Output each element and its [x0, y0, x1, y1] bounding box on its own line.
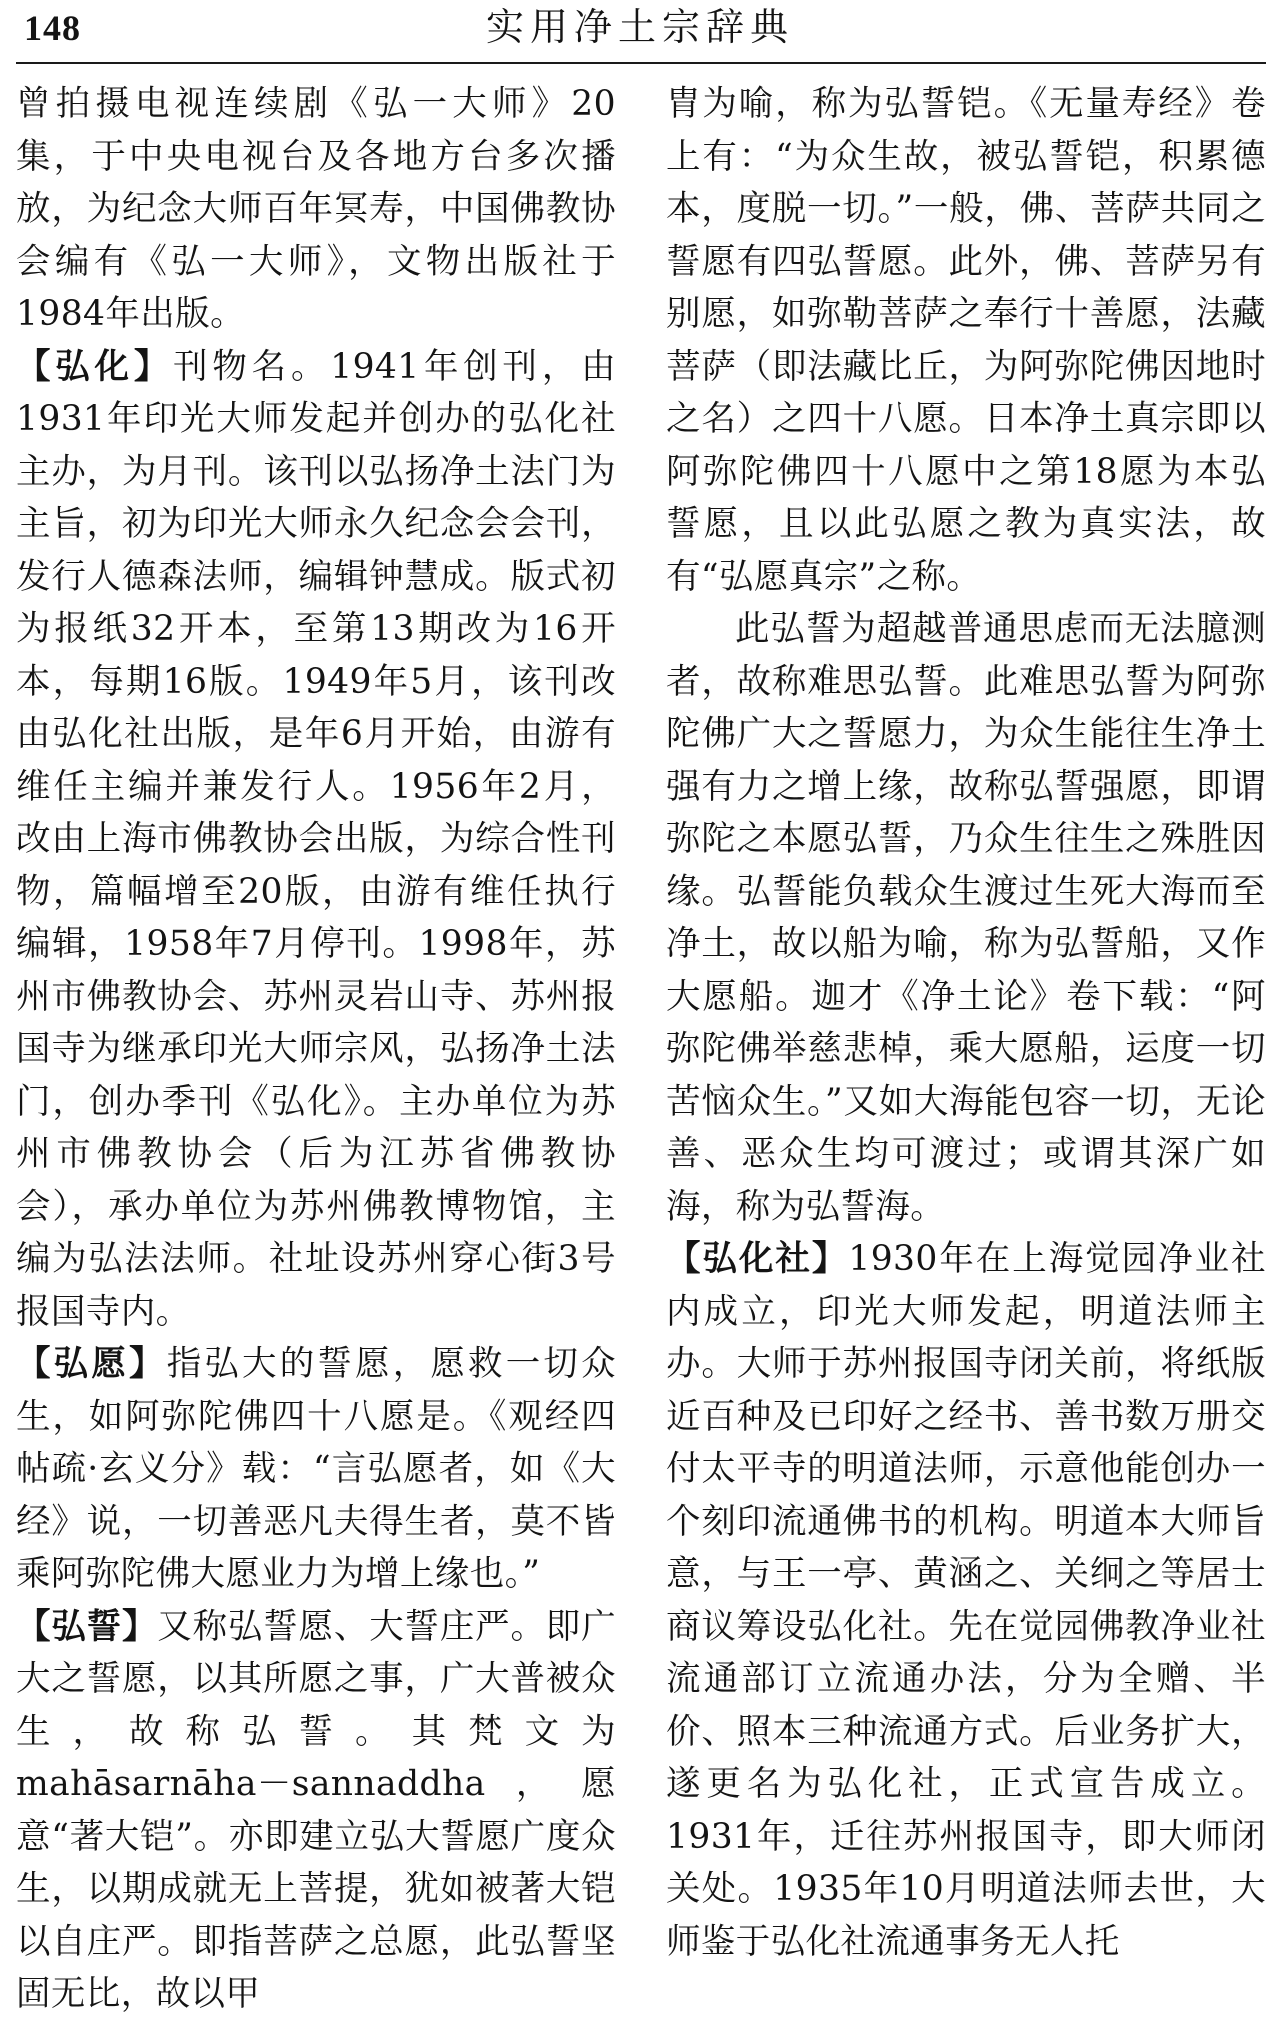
header-rule: [16, 62, 1266, 64]
indented-paragraph: 此弘誓为超越普通思虑而无法臆测者，故称难思弘誓。此难思弘誓为阿弥陀佛广大之誓愿力，为众生能往生净土强有力之增上缘，故称弘誓强愿，即谓弥陀之本愿弘誓，乃众生往生之殊胜因缘。弘誓能负载众生渡过生死大海而至净土，故以船为喻，称为弘誓船，又作大愿船。迦才《净土论》卷下载：“阿弥陀佛举慈悲棹，乘大愿船，运度一切苦恼众生。”又如大海能包容一切，无论善、恶众生均可渡过；或谓其深广如海，称为弘誓海。: [666, 609, 1266, 1227]
left-column: [16, 78, 616, 2021]
right-column: [666, 78, 1266, 1968]
entry-hong-yuan: [16, 1338, 616, 1601]
running-title: 实用净土宗辞典: [485, 5, 794, 49]
entry-headword: 【弘化】: [16, 346, 174, 387]
entry-definition: 刊物名。1941年创刊，由1931年印光大师发起并创办的弘化社主办，为月刊。该刊以弘扬净土法门为主旨，初为印光大师永久纪念会会刊，发行人德森法师，编辑钟慧成。版式初为报纸32开本，至第13期改为16开本，每期16版。1949年5月，该刊改由弘化社出版，是年6月开始，由游有维任主编并兼发行人。1956年2月，改由上海市佛教协会出版，为综合性刊物，篇幅增至20版，由游有维任执行编辑，1958年7月停刊。1998年，苏州市佛教协会、苏州灵岩山寺、苏州报国寺为继承印光大师宗风，弘扬净土法门，创办季刊《弘化》。主办单位为苏州市佛教协会（后为江苏省佛教协会），承办单位为苏州佛教博物馆，主编为弘法法师。社址设苏州穿心街3号报国寺内。: [16, 346, 616, 1332]
entry-hong-hua: [16, 341, 616, 1339]
entry-headword: 【弘愿】: [16, 1344, 167, 1384]
entry-headword: 【弘誓】: [16, 1606, 158, 1647]
entry-hong-hua-she: [666, 1233, 1266, 1968]
entry-hong-shi: [16, 1601, 616, 2021]
page-header: [0, 0, 1280, 78]
continued-paragraph: 胄为喻，称为弘誓铠。《无量寿经》卷上有：“为众生故，被弘誓铠，积累德本，度脱一切。”一般，佛、菩萨共同之誓愿有四弘誓愿。此外，佛、菩萨另有别愿，如弥勒菩萨之奉行十善愿，法藏菩萨（即法藏比丘，为阿弥陀佛因地时之名）之四十八愿。日本净土真宗即以阿弥陀佛四十八愿中之第18愿为本弘誓愿，且以此弘愿之教为真实法，故有“弘愿真宗”之称。: [666, 84, 1266, 597]
entry-definition: 又称弘誓愿、大誓庄严。即广大之誓愿，以其所愿之事，广大普被众生，故称弘誓。其梵文为mahāsarnāha－sannaddha，愿意“著大铠”。亦即建立弘大誓愿广度众生，以期成就无上菩提，犹如被著大铠以自庄严。即指菩萨之总愿，此弘誓坚固无比，故以甲: [16, 1606, 616, 2014]
entry-definition: 1930年在上海觉园净业社内成立，印光大师发起，明道法师主办。大师于苏州报国寺闭关前，将纸版近百种及已印好之经书、善书数万册交付太平寺的明道法师，示意他能创办一个刻印流通佛书的机构。明道本大师旨意，与王一亭、黄涵之、关䌹之等居士商议筹设弘化社。先在觉园佛教净业社流通部订立流通办法，分为全赠、半价、照本三种流通方式。后业务扩大，遂更名为弘化社，正式宣告成立。1931年，迁往苏州报国寺，即大师闭关处。1935年10月明道法师去世，大师鉴于弘化社流通事务无人托: [666, 1239, 1267, 1962]
continued-paragraph: 曾拍摄电视连续剧《弘一大师》20集，于中央电视台及各地方台多次播放，为纪念大师百年冥寿，中国佛教协会编有《弘一大师》，文物出版社于1984年出版。: [16, 84, 616, 334]
entry-headword: 【弘化社】: [666, 1239, 849, 1279]
entry-definition: 指弘大的誓愿，愿救一切众生，如阿弥陀佛四十八愿是。《观经四帖疏·玄义分》载：“言弘愿者，如《大经》说，一切善恶凡夫得生者，莫不皆乘阿弥陀佛大愿业力为增上缘也。”: [16, 1344, 616, 1594]
page-number: 148: [24, 8, 81, 48]
